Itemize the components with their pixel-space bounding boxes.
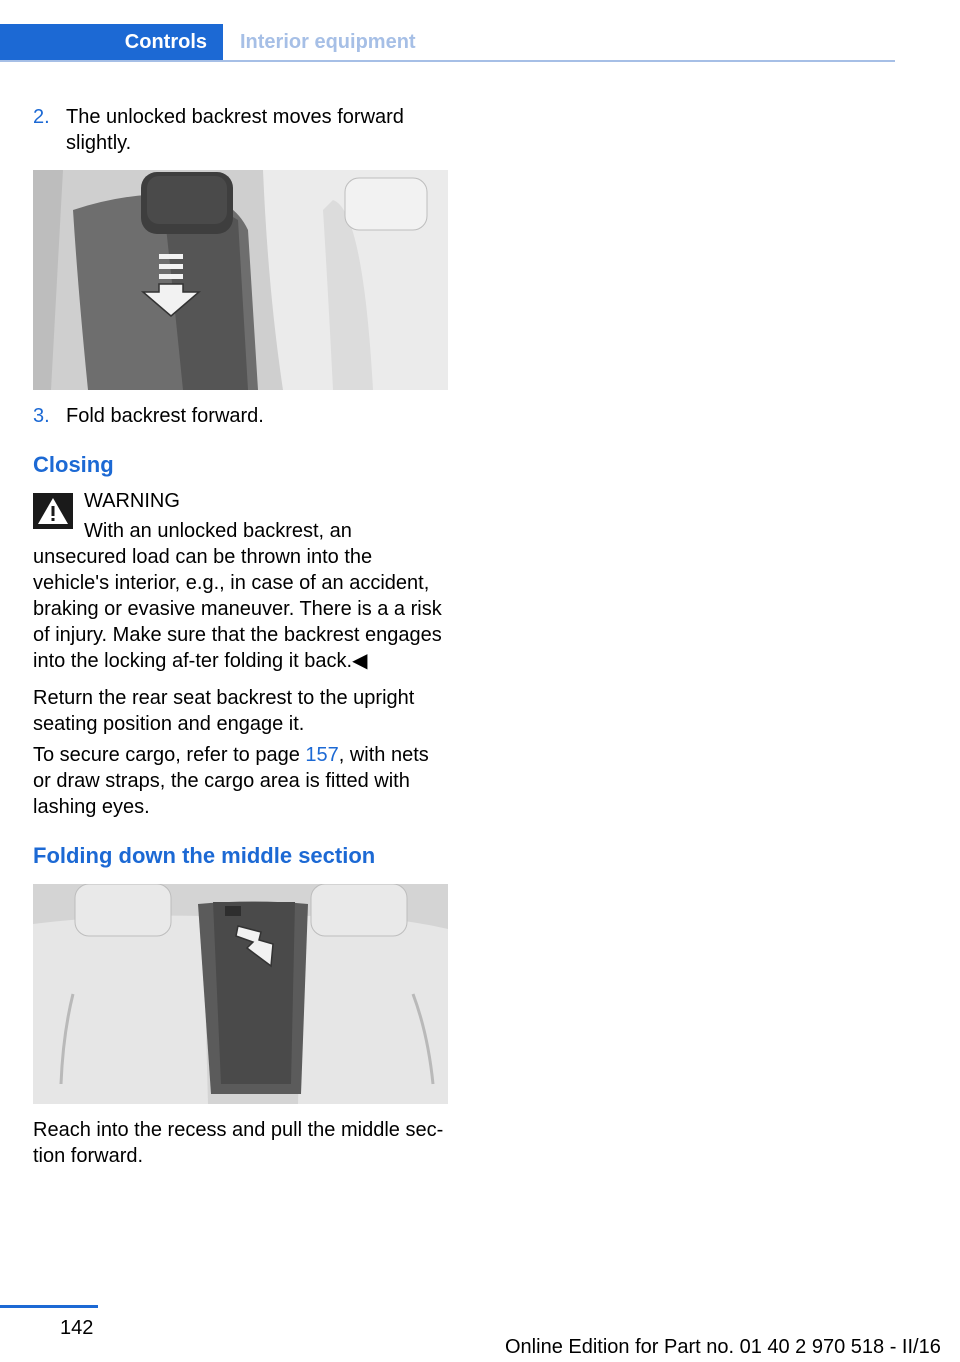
middle-section-figure: [33, 884, 448, 1104]
page-number: 142: [60, 1317, 94, 1339]
middle-section-illustration: [33, 884, 448, 1104]
warning-label: WARNING: [84, 490, 180, 512]
edition-note: Online Edition for Part no. 01 40 2 970 518 - II/16: [505, 1336, 941, 1358]
backrest-illustration: [33, 170, 448, 390]
backrest-unlock-figure: [33, 170, 448, 390]
cargo-text-before: To secure cargo, refer to page: [33, 744, 306, 766]
step-text: The unlocked backrest moves forward slightly.: [66, 106, 404, 154]
step-text: Fold backrest forward.: [66, 405, 264, 427]
footer-divider: [0, 1305, 98, 1308]
section-heading-closing: Closing: [33, 452, 114, 477]
closing-paragraph: Return the rear seat backrest to the upright seating position and engage it.: [33, 687, 415, 735]
cargo-text-after: , with nets or draw straps, the cargo area is fitted with lashing eyes.: [33, 744, 429, 818]
middle-paragraph: Reach into the recess and pull the middle sec‐tion forward.: [33, 1119, 444, 1167]
cargo-paragraph: [33, 742, 448, 820]
tab-interior-equipment[interactable]: Interior equipment: [240, 30, 416, 53]
page-link[interactable]: 157: [305, 744, 339, 766]
warning-text: With an unlocked backrest, an unsecured load can be thrown into the vehicle's interior, e.g., in case of an accident, braking or evasive maneuver. There is a a risk of injury. Make sure that the backrest engages into the locking af‐ter folding it back.◀: [33, 520, 442, 672]
header-divider: [0, 60, 895, 62]
step-number: 2.: [33, 106, 50, 128]
tab-controls[interactable]: Controls: [0, 24, 223, 60]
step-number: 3.: [33, 405, 50, 427]
page-header: [0, 24, 895, 62]
section-heading-middle: Folding down the middle section: [33, 843, 376, 868]
